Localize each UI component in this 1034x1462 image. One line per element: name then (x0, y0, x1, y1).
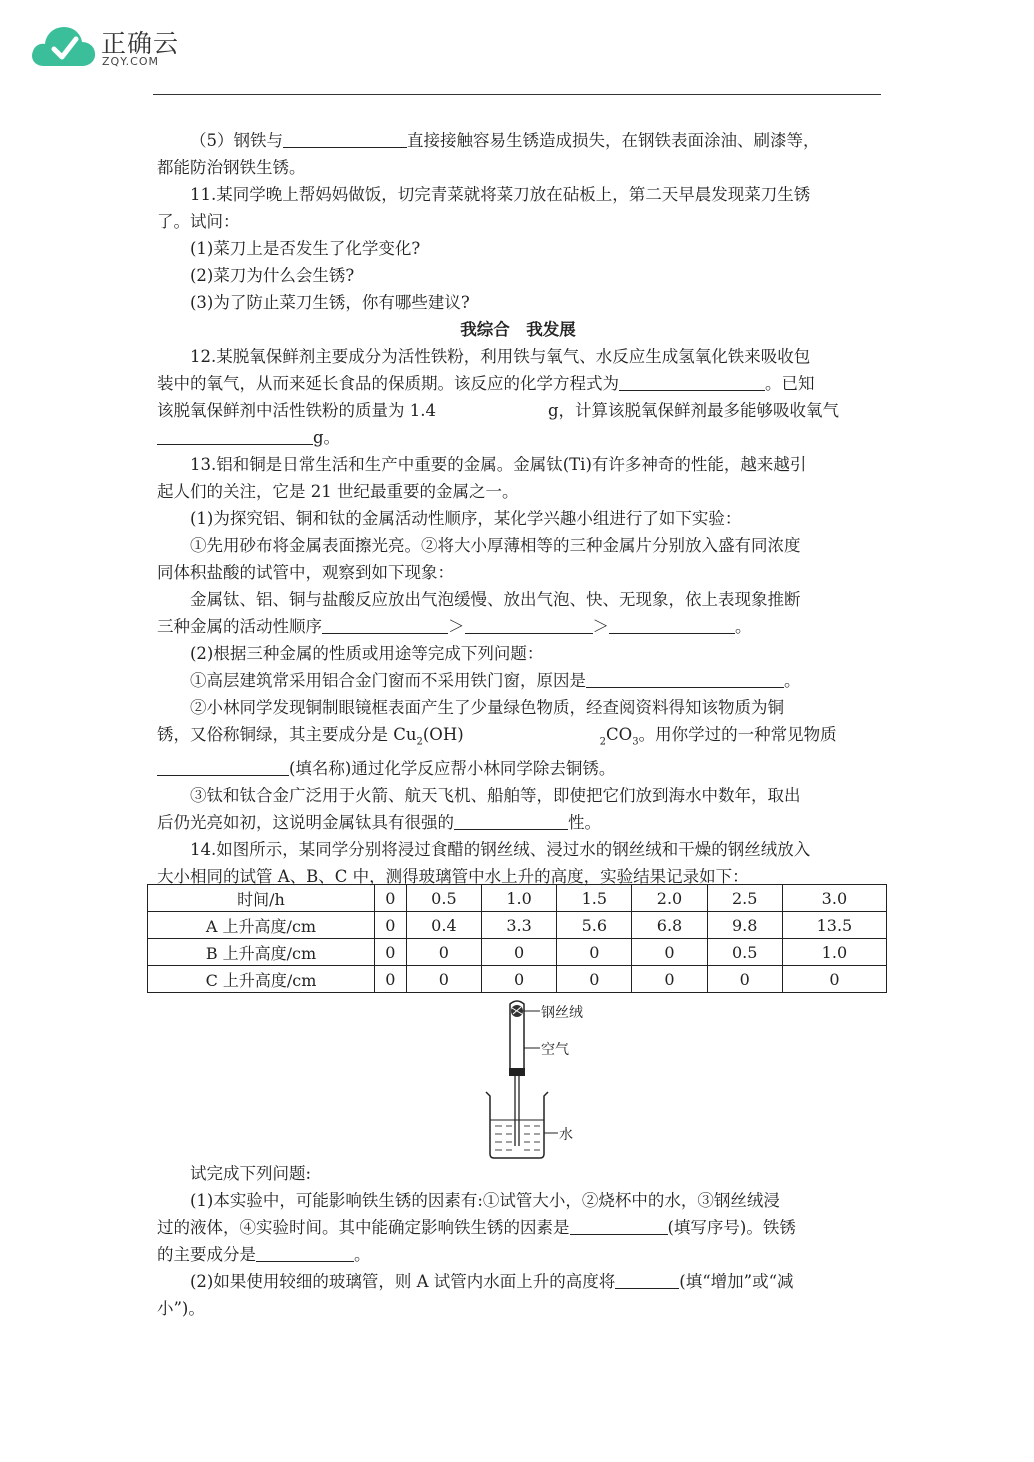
q13-sub2-c-cont: 后仍光亮如初，这说明金属钛具有很强的 性。 (157, 813, 601, 833)
table-cell: 13.5 (782, 912, 886, 939)
table-cell: 0 (482, 966, 557, 993)
q13-stem: 13.铝和铜是日常生活和生产中重要的金属。金属钛(Ti)有许多神奇的性能，越来越引 (190, 455, 807, 474)
table-cell: 0 (557, 966, 632, 993)
q14-sub1-cont: 过的液体，④实验时间。其中能确定影响铁生锈的因素是 (填写序号)。铁锈 (157, 1218, 796, 1237)
table-row (148, 966, 887, 993)
q13-sub2: (2)根据三种金属的性质或用途等完成下列问题： (190, 644, 544, 663)
q11-sub3: (3)为了防止菜刀生锈，你有哪些建议? (190, 293, 470, 312)
q13-sub2-b: ②小林同学发现铜制眼镜框表面产生了少量绿色物质，经查阅资料得知该物质为铜 (190, 698, 784, 717)
answer-blank[interactable] (283, 129, 407, 148)
q11-sub1: (1)菜刀上是否发生了化学变化? (190, 239, 421, 258)
q12-stem: 12.某脱氧保鲜剂主要成分为活性铁粉，利用铁与氧气、水反应生成氢氧化铁来吸收包 (190, 347, 811, 366)
table-cell: 0 (482, 939, 557, 966)
table-cell: 0 (632, 966, 707, 993)
answer-blank[interactable] (609, 615, 735, 634)
table-cell: 0 (375, 939, 407, 966)
table-cell: 0 (557, 939, 632, 966)
q11-sub2: (2)菜刀为什么会生锈? (190, 266, 355, 285)
document-body (157, 127, 879, 890)
q12-line3: 该脱氧保鲜剂中活性铁粉的质量为 1.4 g，计算该脱氧保鲜剂最多能够吸收氧气 (157, 401, 840, 420)
test-tube-beaker-diagram (480, 998, 600, 1160)
q14-sub1-cont2: 的主要成分是 。 (157, 1245, 371, 1264)
table-row (148, 912, 887, 939)
table-cell: 0 (707, 966, 782, 993)
answer-blank[interactable] (619, 372, 765, 391)
q14-sub2: (2)如果使用较细的玻璃管，则 A 试管内水面上升的高度将 (填“增加”或“减 (190, 1272, 794, 1291)
answer-blank[interactable] (157, 426, 313, 445)
answer-blank[interactable] (615, 1270, 679, 1289)
label-air: 空气 (541, 1042, 569, 1058)
table-cell: 9.8 (707, 912, 782, 939)
table-cell: B 上升高度/cm (148, 939, 375, 966)
answer-blank[interactable] (465, 615, 593, 634)
table-cell: 1.5 (557, 885, 632, 912)
table-cell: 0 (782, 966, 886, 993)
q13-sub1: (1)为探究铝、铜和钛的金属活动性顺序，某化学兴趣小组进行了如下实验： (190, 509, 742, 528)
brand-domain: ZQY.COM (102, 55, 160, 68)
table-cell: 0.5 (707, 939, 782, 966)
table-cell: 2.0 (632, 885, 707, 912)
q13-order-line: 三种金属的活动性顺序 ＞ ＞ 。 (157, 617, 752, 636)
answer-blank[interactable] (322, 615, 448, 634)
q14-stem: 14.如图所示，某同学分别将浸过食醋的钢丝绒、浸过水的钢丝绒和干燥的钢丝绒放入 (190, 840, 811, 860)
table-cell: 1.0 (482, 885, 557, 912)
table-cell: 6.8 (632, 912, 707, 939)
q14-sub2-cont: 小”)。 (157, 1299, 205, 1318)
answer-blank[interactable] (586, 669, 784, 688)
table-cell: 0 (375, 966, 407, 993)
table-cell: 0 (406, 966, 481, 993)
table-cell: C 上升高度/cm (148, 966, 375, 993)
table-row (148, 939, 887, 966)
q12-line4: g。 (157, 424, 879, 451)
table-cell: 2.5 (707, 885, 782, 912)
table-cell: 0 (632, 939, 707, 966)
table-cell: 0 (406, 939, 481, 966)
table-cell: 3.0 (782, 885, 886, 912)
answer-blank[interactable] (454, 811, 568, 830)
q13-sub2-b-cont2: (填名称)通过化学反应帮小林同学除去铜锈。 (157, 755, 879, 782)
table-cell: 1.0 (782, 939, 886, 966)
table-cell: 5.6 (557, 912, 632, 939)
q13-sub2-b-cont: 锈，又俗称铜绿，其主要成分是 $Cu_2(OH)$ $_2CO_3$。用你学过的一种常见物质 (157, 725, 837, 748)
q11-stem-cont: 了。试问： (157, 212, 240, 231)
q13-sub1-step-cont: 同体积盐酸的试管中，观察到如下现象： (157, 563, 454, 582)
q10-part5-cont: 都能防治钢铁生锈。 (157, 158, 306, 177)
q10-part5: （5）钢铁与 直接接触容易生锈造成损失，在钢铁表面涂油、刷漆等， (190, 131, 820, 150)
q13-sub2-a: ①高层建筑常采用铝合金门窗而不采用铁门窗，原因是 。 (190, 671, 801, 690)
table-cell: 0 (375, 912, 407, 939)
table-cell: 时间/h (148, 885, 375, 912)
results-table (147, 884, 887, 993)
q13-sub2-c: ③钛和钛合金广泛用于火箭、航天飞机、船舶等，即使把它们放到海水中数年，取出 (190, 786, 801, 806)
q13-sub1-observation: 金属钛、铝、铜与盐酸反应放出气泡缓慢、放出气泡、快、无现象，依上表现象推断 (190, 590, 801, 609)
table-cell: 0 (375, 885, 407, 912)
q14-intro: 试完成下列问题: (190, 1164, 312, 1183)
q13-stem-cont: 起人们的关注，它是 21 世纪最重要的金属之一。 (157, 482, 519, 501)
table-row (148, 885, 887, 912)
cloud-check-icon (30, 20, 100, 76)
q14-sub1: (1)本实验中，可能影响铁生锈的因素有:①试管大小，②烧杯中的水，③钢丝绒浸 (190, 1191, 780, 1210)
header-divider (153, 94, 881, 95)
q11-stem: 11.某同学晚上帮妈妈做饭，切完青菜就将菜刀放在砧板上，第二天早晨发现菜刀生锈 (190, 185, 811, 204)
label-steel-wool: 钢丝绒 (541, 1005, 583, 1021)
answer-blank[interactable] (157, 757, 289, 776)
q12-line2: 装中的氧气，从而来延长食品的保质期。该反应的化学方程式为 。已知 (157, 374, 815, 393)
section-heading: 我综合 我发展 (460, 320, 576, 339)
answer-blank[interactable] (570, 1216, 668, 1235)
answer-blank[interactable] (256, 1243, 354, 1262)
apparatus-figure (480, 998, 600, 1160)
q14-stem-cont: 大小相同的试管 A、B、C 中，测得玻璃管中水上升的高度，实验结果记录如下： (157, 867, 749, 887)
table-cell: A 上升高度/cm (148, 912, 375, 939)
document-body-lower (157, 1160, 879, 1322)
brand-name: 正确云 (101, 29, 180, 58)
table-cell: 0.5 (406, 885, 481, 912)
q13-sub1-step: ①先用砂布将金属表面擦光亮。②将大小厚薄相等的三种金属片分别放入盛有同浓度 (190, 536, 801, 555)
label-water: 水 (559, 1127, 573, 1143)
table-cell: 3.3 (482, 912, 557, 939)
table-cell: 0.4 (406, 912, 481, 939)
